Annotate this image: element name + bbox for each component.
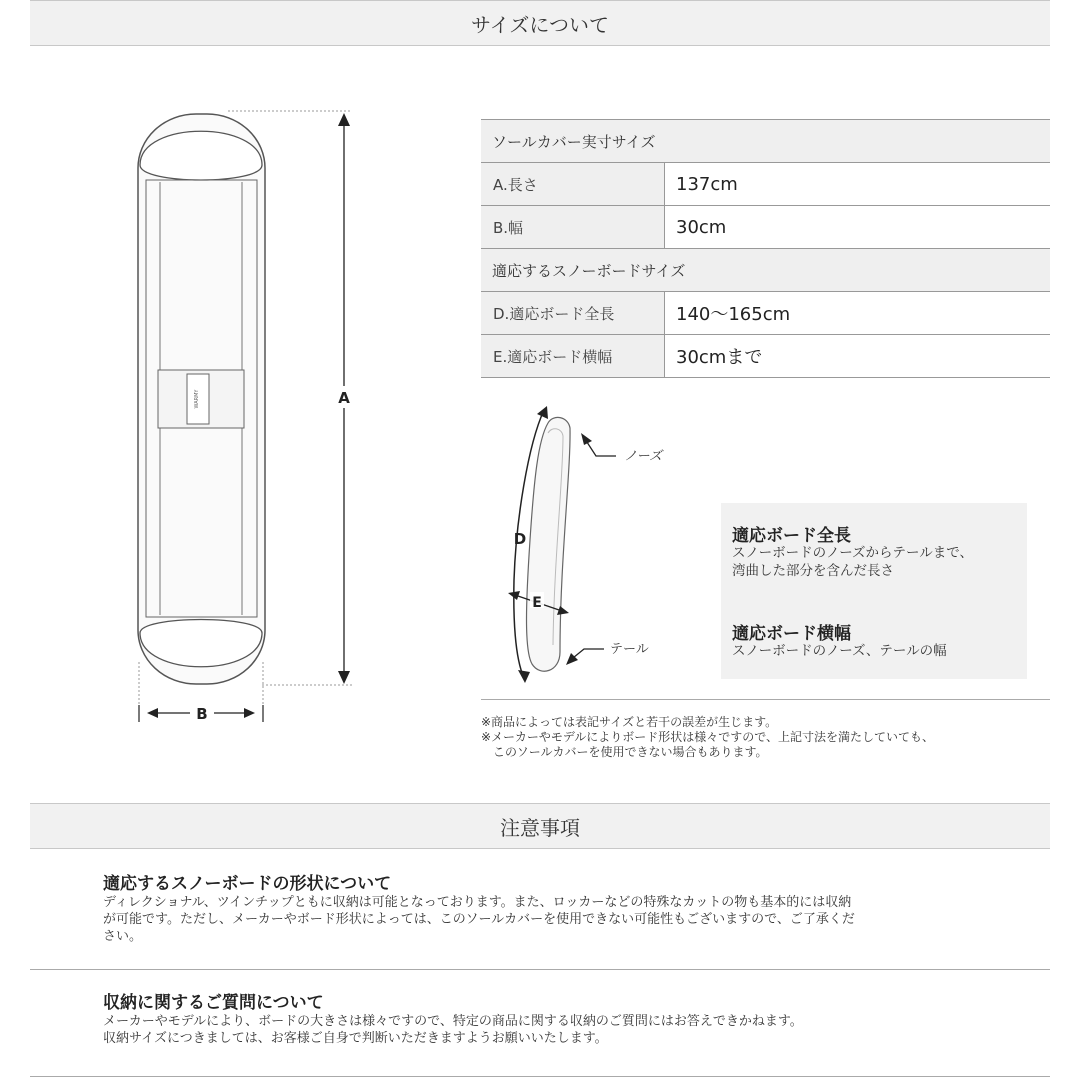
note-line1: ※商品によっては表記サイズと若干の誤差が生じます。 — [481, 715, 778, 729]
spec-header-cover: ソールカバー実寸サイズ — [481, 120, 1050, 163]
note-line3: このソールカバーを使用できない場合もあります。 — [493, 745, 768, 759]
spec-label-board-width: E.適応ボード横幅 — [481, 335, 665, 377]
spec-table — [481, 119, 1050, 378]
spec-row-board-length — [481, 292, 1050, 335]
spec-value-board-width: 30cmまで — [676, 347, 763, 368]
def-width-text: スノーボードのノーズ、テールの幅 — [732, 643, 947, 659]
spec-row-width — [481, 206, 1050, 249]
caution-storage — [103, 993, 983, 1047]
dimension-d-label: D — [513, 530, 527, 548]
spec-value-width: 30cm — [676, 216, 727, 238]
spec-label-width: B.幅 — [481, 206, 665, 248]
dimension-e-label: E — [532, 595, 542, 611]
spec-value-length: 137cm — [676, 173, 738, 195]
section-header-size — [30, 0, 1050, 46]
def-width-title: 適応ボード横幅 — [732, 624, 851, 644]
note-line2: ※メーカーやモデルによりボード形状は様々ですので、上記寸法を満たしていても、 — [481, 730, 934, 744]
tail-label: テール — [610, 642, 649, 657]
caution-shape-line2: が可能です。ただし、メーカーやボード形状によっては、このソールカバーを使用できない可能性もございますので、ご了承くだ — [103, 912, 855, 927]
caution-storage-line2: 収納サイズにつきましては、お客様ご自身で判断いただきますようお願いいたします。 — [103, 1031, 608, 1046]
def-length-line1: スノーボードのノーズからテールまで、 — [732, 545, 973, 561]
nose-label: ノーズ — [624, 449, 662, 464]
divider-caution-2 — [30, 1076, 1050, 1077]
spec-label-length: A.長さ — [481, 163, 665, 205]
caution-storage-line1: メーカーやモデルにより、ボードの大きさは様々ですので、特定の商品に関する収納のご質問にはお答えできかねます。 — [103, 1014, 803, 1029]
caution-shape-line1: ディレクショナル、ツインチップともに収納は可能となっております。また、ロッカーなどの特殊なカットの物も基本的には収納 — [103, 895, 852, 910]
section-header-caution — [30, 803, 1050, 849]
caution-shape-line3: さい。 — [103, 929, 143, 944]
spec-value-board-length: 140〜165cm — [676, 304, 791, 325]
divider-caution-1 — [30, 969, 1050, 970]
definition-box — [721, 503, 1027, 679]
size-notes — [481, 715, 1050, 760]
caution-shape-title: 適応するスノーボードの形状について — [103, 874, 392, 894]
spec-row-board-width — [481, 335, 1050, 378]
spec-row-length — [481, 163, 1050, 206]
spec-header-board: 適応するスノーボードサイズ — [481, 249, 1050, 292]
caution-storage-title: 収納に関するご質問について — [103, 993, 324, 1013]
def-length-title: 適応ボード全長 — [732, 526, 851, 546]
divider-size — [481, 699, 1050, 700]
section-title-caution: 注意事項 — [500, 815, 580, 840]
section-title-size: サイズについて — [471, 12, 609, 37]
dimension-b-label: B — [196, 705, 208, 723]
cover-logo-text: WARMY — [194, 389, 200, 409]
snowboard-diagram — [495, 400, 705, 690]
spec-label-board-length: D.適応ボード全長 — [481, 292, 665, 334]
cover-diagram — [100, 100, 380, 730]
snowboard-shape — [527, 417, 571, 671]
caution-shape — [103, 874, 983, 945]
dimension-a-label: A — [338, 389, 350, 407]
def-length-line2: 湾曲した部分を含んだ長さ — [732, 563, 894, 579]
